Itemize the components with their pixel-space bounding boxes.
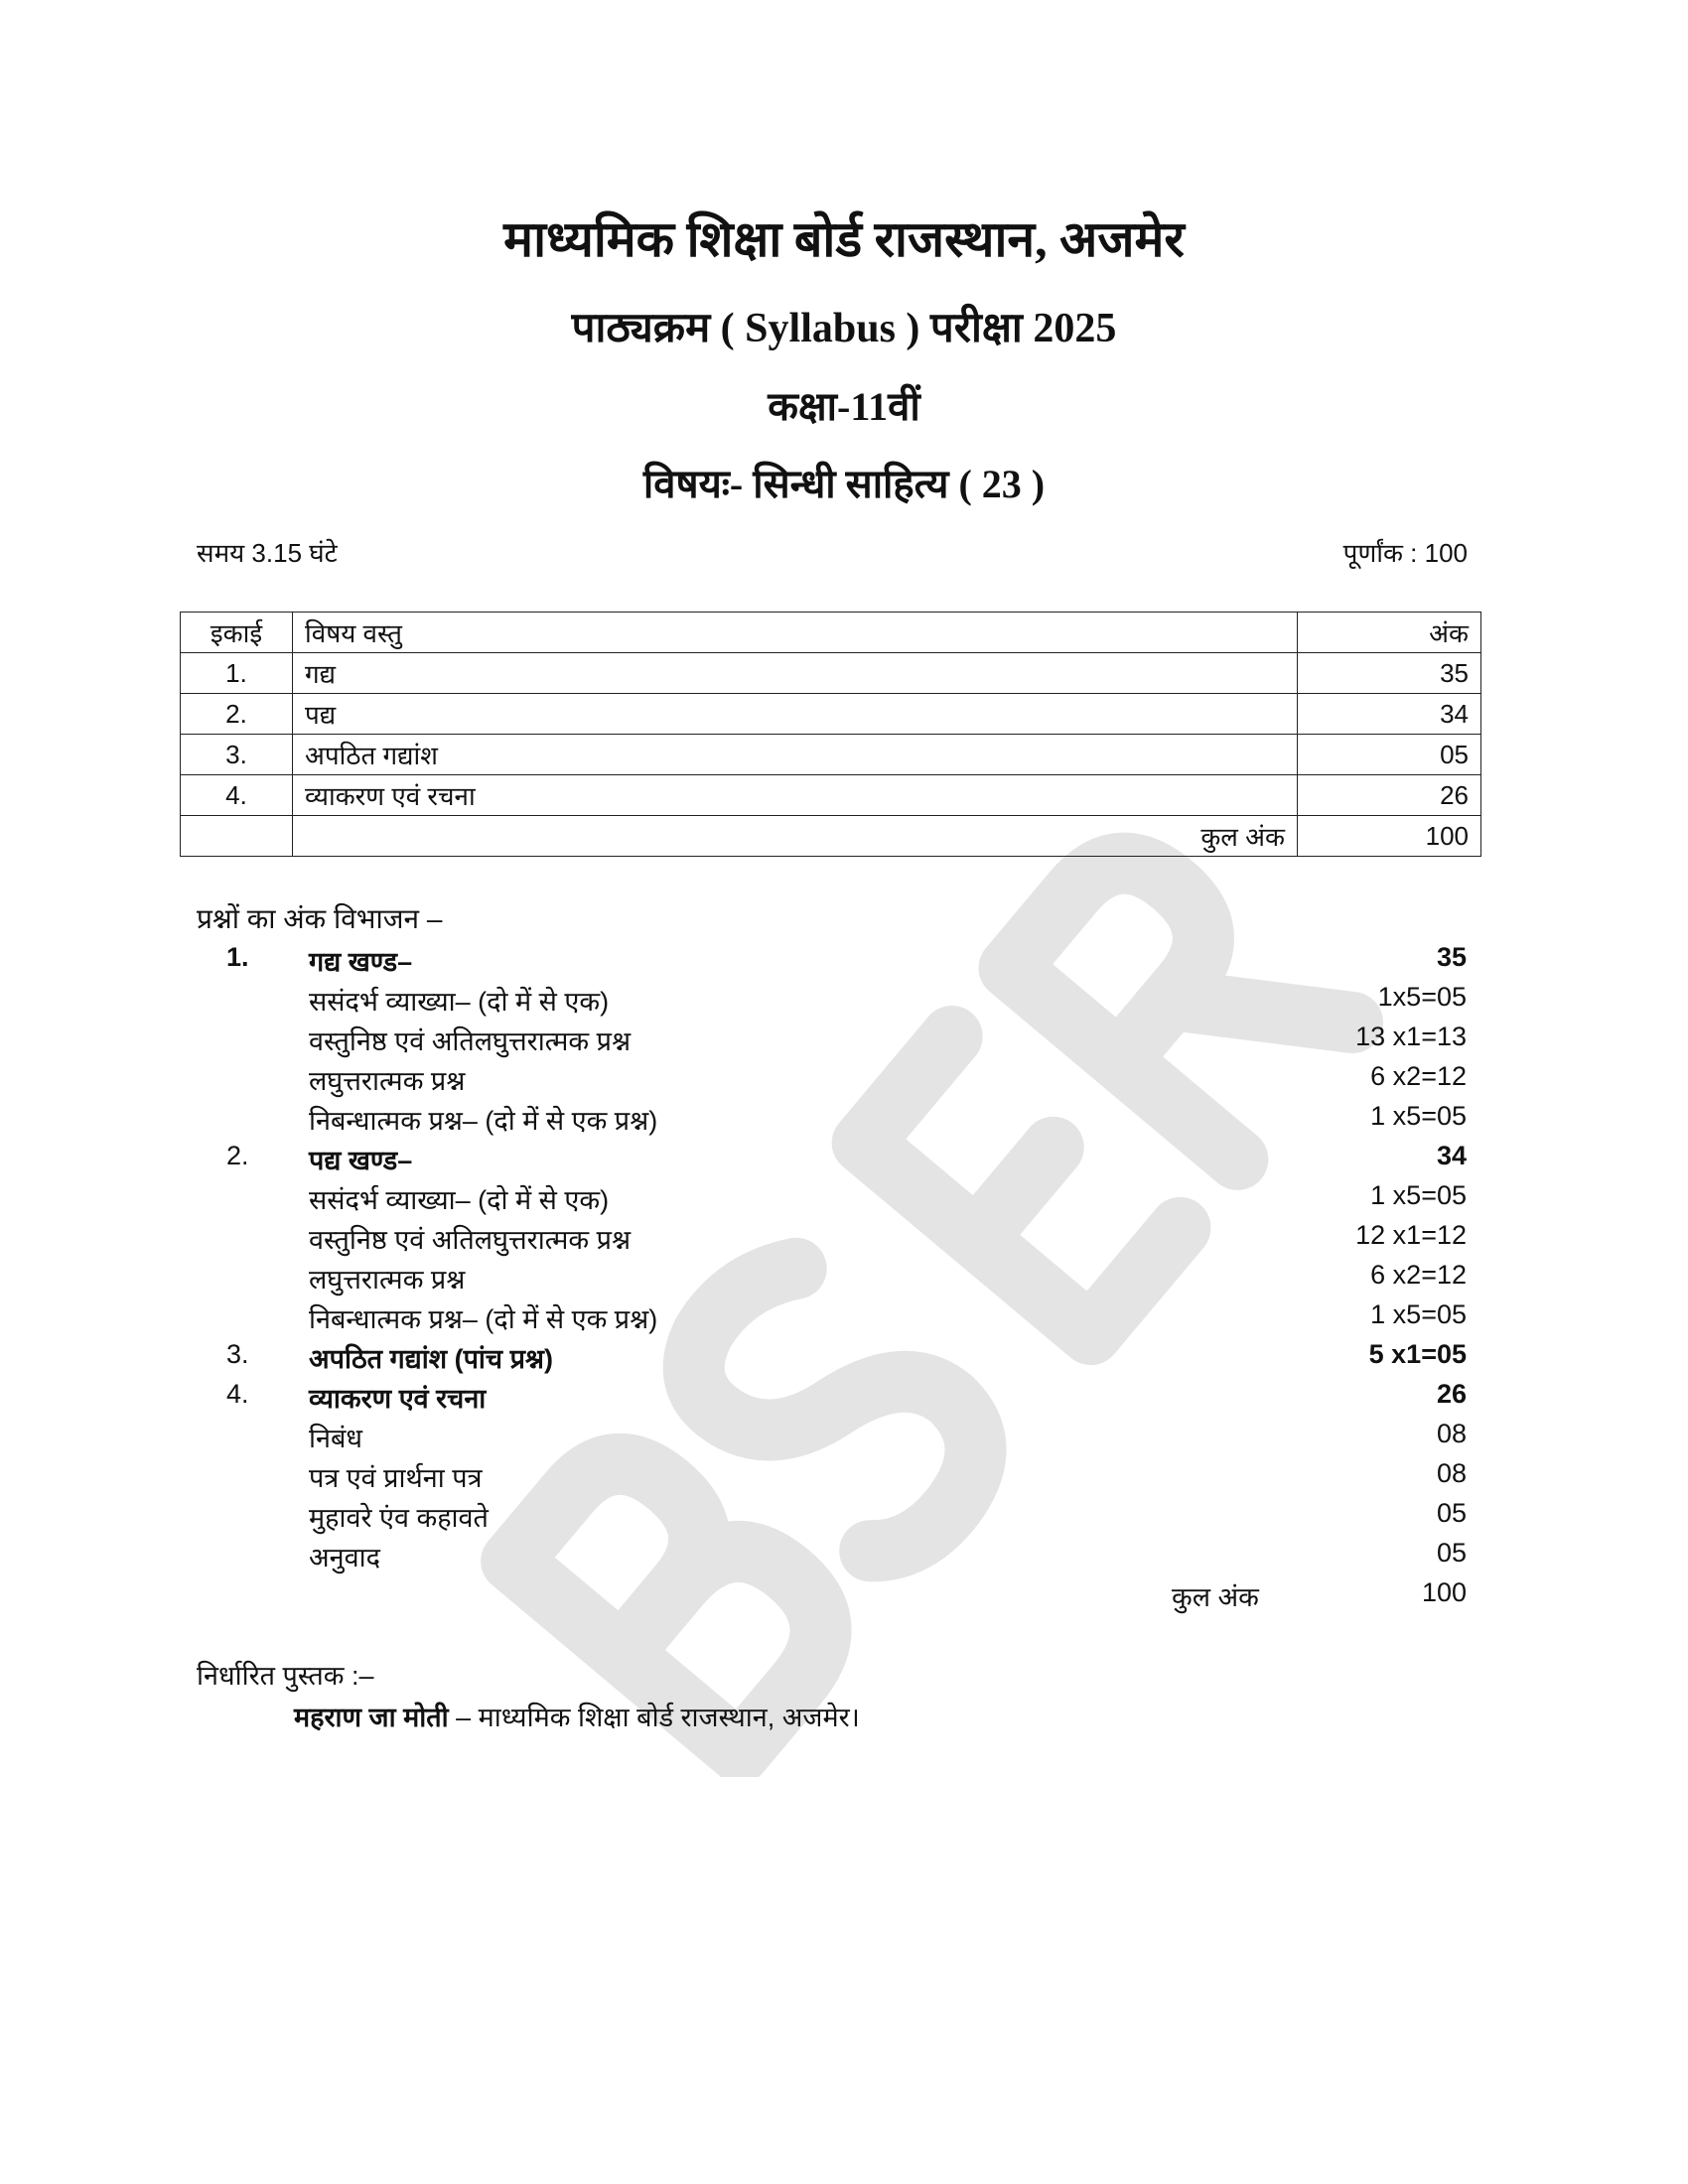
row-text: अपठित गद्यांश (पांच प्रश्न) [309,1344,554,1374]
section-number: 2. [226,1141,249,1170]
row-value: 5 x1=05 [1368,1339,1467,1369]
marks-breakdown-heading: प्रश्नों का अंक विभाजन – [197,903,443,934]
row-text: निबन्धात्मक प्रश्न– (दो में से एक प्रश्न) [309,1304,658,1334]
breakdown-row [0,1101,1688,1141]
row-value: 26 [1436,1379,1467,1409]
breakdown-row [0,1498,1688,1538]
row-value: 1 x5=05 [1370,1101,1467,1131]
header-marks: अंक [1298,613,1481,653]
class-label: कक्षा-11वीं [768,384,920,429]
unit-marks: 05 [1298,735,1481,775]
book-publisher: माध्यमिक शिक्षा बोर्ड राजस्थान, अजमेर। [478,1703,860,1732]
breakdown-total-row [0,1577,1688,1617]
breakdown-row [0,1458,1688,1498]
breakdown-row [0,1299,1688,1339]
row-value: 13 x1=13 [1355,1022,1467,1051]
table-total-row [181,816,1481,857]
table-row [181,775,1481,816]
total-label: कुल अंक [293,816,1298,857]
row-text: लघुत्तरात्मक प्रश्न [309,1066,466,1096]
row-value: 05 [1436,1538,1467,1568]
total-marks: 100 [1298,816,1481,857]
unit-number: 4. [181,775,293,816]
breakdown-row [0,1180,1688,1220]
row-text: निबन्धात्मक प्रश्न– (दो में से एक प्रश्न) [309,1106,658,1136]
row-value: 34 [1436,1141,1467,1170]
syllabus-title: पाठ्यक्रम ( Syllabus ) परीक्षा 2025 [571,306,1117,351]
row-text: अनुवाद [309,1543,380,1572]
section-number: 1. [226,942,249,972]
breakdown-row [0,1538,1688,1577]
unit-number: 2. [181,694,293,735]
row-value: 6 x2=12 [1370,1061,1467,1091]
prescribed-book-line [294,1698,860,1734]
header-content: विषय वस्तु [293,613,1298,653]
breakdown-row [0,1260,1688,1299]
total-label: कुल अंक [1172,1582,1259,1612]
unit-content: पद्य [293,694,1298,735]
row-text: पद्य खण्ड– [309,1146,413,1175]
prescribed-book-heading: निर्धारित पुस्तक :– [197,1661,374,1691]
row-text: गद्य खण्ड– [309,947,413,977]
unit-content: अपठित गद्यांश [293,735,1298,775]
table-row [181,694,1481,735]
breakdown-row [0,1339,1688,1379]
unit-marks: 35 [1298,653,1481,694]
breakdown-row [0,1141,1688,1180]
unit-content: गद्य [293,653,1298,694]
book-title: महराण जा मोती [294,1703,449,1732]
row-value: 12 x1=12 [1355,1220,1467,1250]
row-value: 1x5=05 [1377,982,1467,1012]
row-text: वस्तुनिष्ठ एवं अतिलघुत्तरात्मक प्रश्न [309,1225,632,1255]
row-value: 6 x2=12 [1370,1260,1467,1290]
empty-cell [181,816,293,857]
row-text: मुहावरे एंव कहावते [309,1503,489,1533]
unit-marks-table [180,612,1481,857]
breakdown-row [0,1061,1688,1101]
breakdown-row [0,1022,1688,1061]
board-title: माध्यमिक शिक्षा बोर्ड राजस्थान, अजमेर [503,211,1185,267]
row-value: 1 x5=05 [1370,1180,1467,1210]
row-text: व्याकरण एवं रचना [309,1384,487,1414]
row-value: 08 [1436,1419,1467,1448]
unit-marks: 34 [1298,694,1481,735]
section-number: 3. [226,1339,249,1369]
row-value: 08 [1436,1458,1467,1488]
unit-content: व्याकरण एवं रचना [293,775,1298,816]
table-header-row [181,613,1481,653]
table-row [181,735,1481,775]
maximum-marks: पूर्णांक : 100 [1342,538,1468,568]
row-value: 1 x5=05 [1370,1299,1467,1329]
table-row [181,653,1481,694]
unit-marks: 26 [1298,775,1481,816]
row-text: निबंध [309,1424,362,1453]
section-number: 4. [226,1379,249,1409]
breakdown-row [0,982,1688,1022]
header-unit: इकाई [181,613,293,653]
row-text: ससंदर्भ व्याख्या– (दो में से एक) [309,987,610,1017]
breakdown-row [0,942,1688,982]
row-text: वस्तुनिष्ठ एवं अतिलघुत्तरात्मक प्रश्न [309,1026,632,1056]
book-separator: – [448,1703,479,1732]
breakdown-row [0,1220,1688,1260]
breakdown-row [0,1419,1688,1458]
exam-duration: समय 3.15 घंटे [197,538,338,568]
unit-number: 3. [181,735,293,775]
row-value: 05 [1436,1498,1467,1528]
row-text: लघुत्तरात्मक प्रश्न [309,1265,466,1295]
row-value: 35 [1436,942,1467,972]
subject-label: विषयः- सिन्धी साहित्य ( 23 ) [642,462,1046,506]
breakdown-row [0,1379,1688,1419]
row-text: ससंदर्भ व्याख्या– (दो में से एक) [309,1185,610,1215]
row-text: पत्र एवं प्रार्थना पत्र [309,1463,483,1493]
unit-number: 1. [181,653,293,694]
total-value: 100 [1421,1577,1467,1607]
